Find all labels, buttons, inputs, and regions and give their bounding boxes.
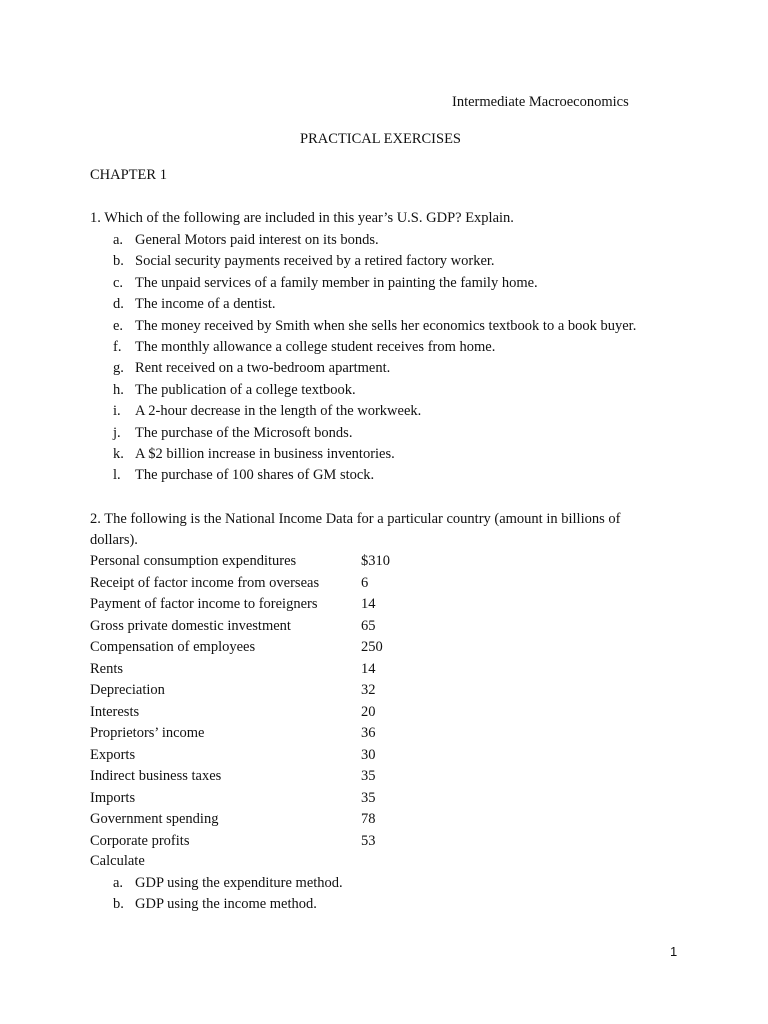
list-item-text: A 2-hour decrease in the length of the workweek. (135, 403, 422, 420)
row-label: Interests (90, 703, 140, 720)
list-item-letter: b. (113, 253, 124, 270)
row-label: Compensation of employees (90, 639, 256, 655)
list-item-letter: c. (113, 274, 124, 291)
row-value: 65 (361, 617, 376, 634)
row-value: 36 (361, 725, 376, 741)
chapter-heading: CHAPTER 1 (90, 167, 167, 183)
row-label: Imports (90, 789, 136, 806)
list-item-letter: k. (113, 446, 124, 462)
row-label: Rents (90, 660, 124, 677)
list-item-text: Social security payments received by a retired factory worker. (135, 253, 495, 270)
row-value: 250 (361, 639, 383, 655)
row-value: 14 (361, 660, 376, 677)
page-number: 1 (670, 944, 678, 959)
list-item-text: The unpaid services of a family member in painting the family home. (135, 274, 538, 291)
list-item-text: GDP using the income method. (135, 896, 317, 912)
row-label: Receipt of factor income from overseas (90, 574, 320, 591)
row-label: Corporate profits (90, 832, 190, 849)
page-title: PRACTICAL EXERCISES (300, 131, 461, 147)
list-item-letter: a. (113, 875, 124, 891)
row-label: Indirect business taxes (90, 768, 222, 784)
list-item-text: General Motors paid interest on its bonds. (135, 232, 379, 248)
list-item-text: The publication of a college textbook. (135, 381, 356, 398)
row-value: 14 (361, 596, 376, 612)
list-item-letter: g. (113, 360, 124, 377)
list-item-letter: e. (113, 317, 124, 334)
row-value: 35 (361, 789, 376, 806)
question-2-prompt: 2. The following is the National Income Data for a particular country (amount in billions of (90, 511, 621, 527)
list-item-text: The purchase of 100 shares of GM stock. (135, 467, 375, 484)
list-item-letter: l. (113, 467, 121, 484)
row-label: Exports (90, 746, 136, 763)
row-value: 78 (361, 811, 376, 827)
list-item-text: GDP using the expenditure method. (135, 875, 343, 891)
row-label: Gross private domestic investment (90, 617, 291, 634)
list-item-text: The money received by Smith when she sells her economics textbook to a book buyer. (135, 317, 637, 334)
row-label: Government spending (90, 811, 219, 827)
list-item-letter: f. (113, 339, 122, 355)
row-value: 20 (361, 703, 376, 720)
row-label: Personal consumption expenditures (90, 553, 297, 569)
list-item-letter: j. (113, 424, 121, 441)
list-item-letter: b. (113, 896, 124, 912)
list-item-text: The monthly allowance a college student receives from home. (135, 339, 496, 355)
question-1-prompt: 1. Which of the following are included in this year’s U.S. GDP? Explain. (90, 210, 514, 226)
row-label: Proprietors’ income (90, 725, 205, 741)
row-value: 53 (361, 832, 376, 849)
course-name: Intermediate Macroeconomics (452, 94, 629, 110)
calculate-label: Calculate (90, 853, 145, 869)
row-value: $310 (361, 553, 390, 569)
row-value: 32 (361, 682, 376, 698)
row-value: 35 (361, 768, 376, 784)
row-label: Depreciation (90, 682, 165, 698)
list-item-text: A $2 billion increase in business inventories. (135, 446, 395, 462)
list-item-text: The purchase of the Microsoft bonds. (135, 424, 353, 441)
list-item-letter: i. (113, 403, 121, 420)
list-item-text: Rent received on a two-bedroom apartment. (135, 360, 391, 377)
row-value: 6 (361, 574, 369, 591)
row-label: Payment of factor income to foreigners (90, 596, 318, 612)
list-item-letter: d. (113, 296, 124, 313)
row-value: 30 (361, 746, 376, 763)
question-2-prompt-continued: dollars). (90, 532, 138, 548)
list-item-letter: h. (113, 381, 124, 398)
list-item-letter: a. (113, 232, 124, 248)
list-item-text: The income of a dentist. (135, 296, 276, 313)
